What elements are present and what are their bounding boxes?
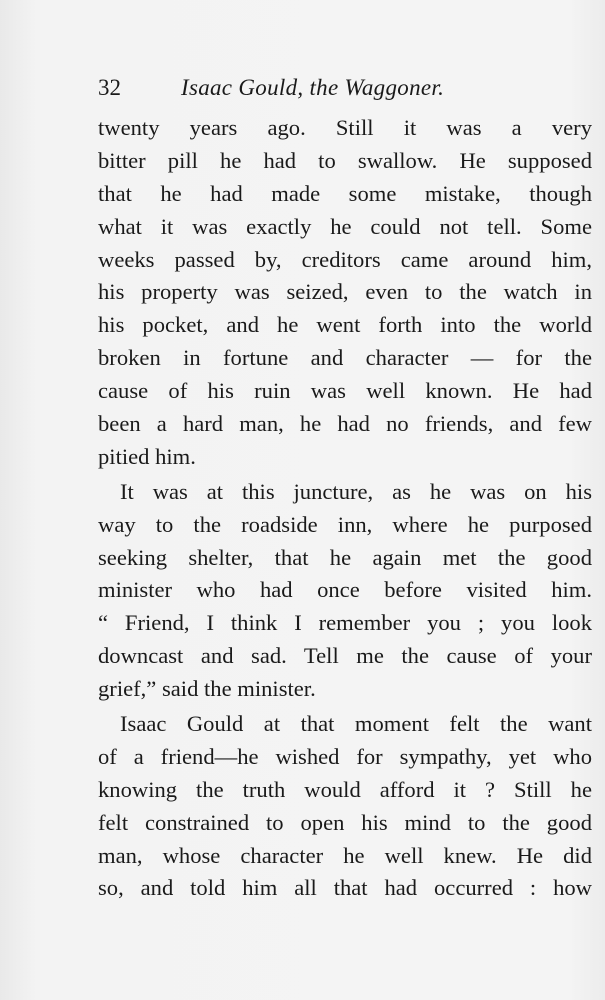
text-line: that he had made some mistake, though (98, 180, 592, 206)
text-line: bitter pill he had to swallow. He supposed (98, 147, 592, 173)
paragraph-start-line: It was at this juncture, as he was on his (120, 478, 592, 504)
text-line: of a friend—he wished for sympathy, yet who (98, 743, 592, 769)
text-line: “ Friend, I think I remember you ; you look (98, 610, 592, 636)
text-line: cause of his ruin was well known. He had (98, 378, 592, 404)
paragraph-end-line: grief,” said the minister. (98, 676, 316, 702)
text-line: downcast and sad. Tell me the cause of your (98, 643, 592, 669)
text-line: twenty years ago. Still it was a very (98, 115, 592, 140)
text-line: way to the roadside inn, where he purposed (98, 511, 592, 537)
text-line: broken in fortune and character — for the (98, 345, 592, 371)
text-line: what it was exactly he could not tell. Some (98, 213, 592, 239)
page-number: 32 (98, 75, 121, 100)
page-header (98, 68, 596, 108)
body-text (98, 112, 592, 905)
text-line: his property was seized, even to the watch in (98, 279, 592, 305)
text-line: felt constrained to open his mind to the good (98, 809, 592, 835)
text-line: so, and told him all that had occurred : how (98, 875, 592, 901)
text-line: his pocket, and he went forth into the world (98, 312, 592, 338)
text-line: man, whose character he well knew. He did (98, 842, 592, 868)
running-title: Isaac Gould, the Waggoner. (181, 75, 445, 100)
text-line: been a hard man, he had no friends, and few (98, 411, 592, 437)
paragraph-start-line: Isaac Gould at that moment felt the want (120, 711, 592, 737)
text-line: weeks passed by, creditors came around him, (98, 246, 592, 272)
text-line: seeking shelter, that he again met the good (98, 544, 592, 570)
paragraph-end-line: pitied him. (98, 443, 196, 469)
text-line: knowing the truth would afford it ? Still he (98, 776, 592, 802)
text-line: minister who had once before visited him. (98, 577, 592, 603)
